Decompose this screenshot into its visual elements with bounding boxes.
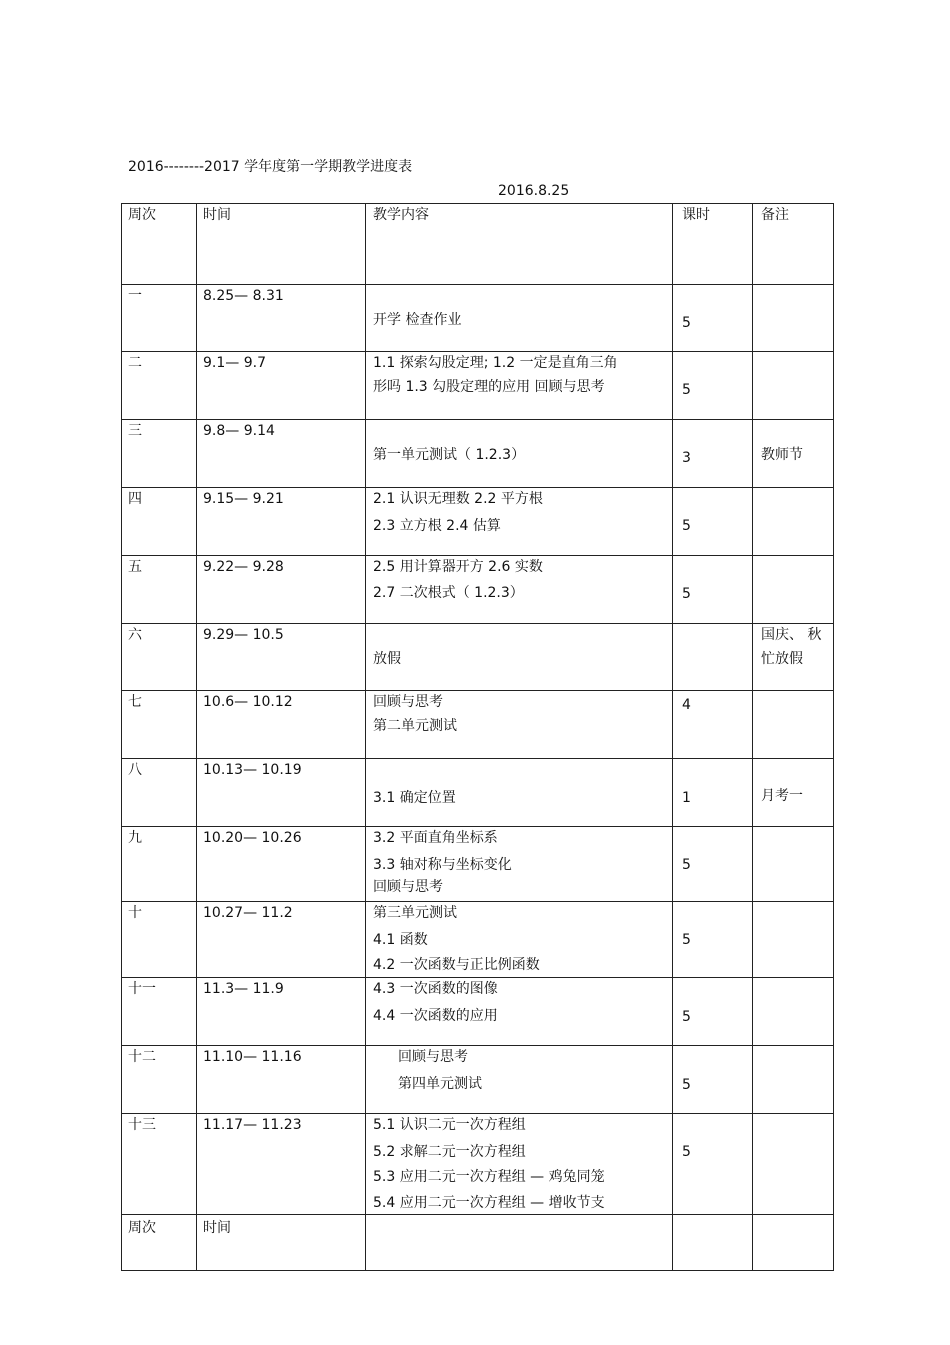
content-line: 5.2 求解二元一次方程组	[373, 1144, 526, 1160]
table-footer-row	[122, 1215, 834, 1271]
time-range: 10.20— 10.26	[203, 830, 302, 846]
hours-value: 5	[682, 315, 691, 331]
week-cell	[122, 285, 197, 352]
content-cell	[366, 488, 673, 556]
hours-cell	[673, 352, 753, 420]
content-line: 回顾与思考	[398, 1049, 468, 1065]
time-range: 9.8— 9.14	[203, 423, 275, 439]
week-cell	[122, 759, 197, 827]
week-cell	[122, 420, 197, 488]
content-line: 放假	[373, 651, 401, 667]
time-range: 11.17— 11.23	[203, 1117, 302, 1133]
time-range: 10.6— 10.12	[203, 694, 293, 710]
content-cell	[366, 978, 673, 1046]
table-row	[122, 1046, 834, 1114]
hours-value: 5	[682, 1144, 691, 1160]
footer-content-cell	[366, 1215, 673, 1271]
content-cell	[366, 1114, 673, 1215]
content-line: 第四单元测试	[398, 1076, 482, 1092]
schedule-table	[121, 203, 834, 1271]
content-cell	[366, 285, 673, 352]
table-row	[122, 624, 834, 691]
time-cell	[197, 556, 366, 624]
week-label: 十三	[128, 1117, 156, 1133]
content-line: 2.5 用计算器开方 2.6 实数	[373, 559, 543, 575]
note-line: 教师节	[761, 447, 803, 463]
content-line: 第三单元测试	[373, 905, 457, 921]
hours-cell	[673, 1046, 753, 1114]
table-row	[122, 285, 834, 352]
time-range: 11.3— 11.9	[203, 981, 284, 997]
hours-cell	[673, 420, 753, 488]
header-time-cell	[197, 204, 366, 285]
content-line: 4.1 函数	[373, 932, 428, 948]
content-line: 5.4 应用二元一次方程组 — 增收节支	[373, 1195, 605, 1211]
notes-cell	[753, 827, 834, 902]
note-line: 忙放假	[761, 651, 803, 667]
notes-cell	[753, 902, 834, 978]
hours-cell	[673, 902, 753, 978]
notes-cell	[753, 978, 834, 1046]
notes-cell	[753, 1046, 834, 1114]
time-cell	[197, 759, 366, 827]
time-cell	[197, 1114, 366, 1215]
table-header-row	[122, 204, 834, 285]
content-line: 形吗 1.3 勾股定理的应用 回顾与思考	[373, 379, 605, 395]
footer-notes-cell	[753, 1215, 834, 1271]
hours-value: 5	[682, 857, 691, 873]
content-line: 3.3 轴对称与坐标变化	[373, 857, 512, 873]
content-cell	[366, 624, 673, 691]
footer-time-cell	[197, 1215, 366, 1271]
week-label: 七	[128, 694, 142, 710]
content-line: 5.3 应用二元一次方程组 — 鸡兔同笼	[373, 1169, 605, 1185]
hours-cell	[673, 488, 753, 556]
week-label: 一	[128, 288, 142, 304]
header-time: 时间	[203, 207, 231, 223]
week-label: 三	[128, 423, 142, 439]
time-cell	[197, 488, 366, 556]
table-row	[122, 352, 834, 420]
week-cell	[122, 352, 197, 420]
hours-value: 5	[682, 586, 691, 602]
header-week-cell	[122, 204, 197, 285]
time-cell	[197, 352, 366, 420]
hours-value: 5	[682, 382, 691, 398]
hours-cell	[673, 285, 753, 352]
table-row	[122, 978, 834, 1046]
footer-hours-cell	[673, 1215, 753, 1271]
hours-cell	[673, 691, 753, 759]
content-line: 回顾与思考	[373, 694, 443, 710]
content-line: 1.1 探索勾股定理; 1.2 一定是直角三角	[373, 355, 618, 371]
week-label: 十二	[128, 1049, 156, 1065]
hours-cell	[673, 556, 753, 624]
notes-cell	[753, 624, 834, 691]
week-label: 八	[128, 762, 142, 778]
week-cell	[122, 1046, 197, 1114]
content-line: 3.2 平面直角坐标系	[373, 830, 498, 846]
note-line: 国庆、 秋	[761, 627, 822, 643]
week-label: 六	[128, 627, 142, 643]
hours-cell	[673, 978, 753, 1046]
time-cell	[197, 902, 366, 978]
week-cell	[122, 902, 197, 978]
header-content-cell	[366, 204, 673, 285]
week-label: 四	[128, 491, 142, 507]
content-cell	[366, 902, 673, 978]
hours-value: 3	[682, 450, 691, 466]
content-line: 第二单元测试	[373, 718, 457, 734]
time-range: 8.25— 8.31	[203, 288, 284, 304]
content-cell	[366, 691, 673, 759]
document-date: 2016.8.25	[498, 183, 570, 199]
notes-cell	[753, 488, 834, 556]
hours-cell	[673, 1114, 753, 1215]
content-line: 回顾与思考	[373, 879, 443, 895]
header-hours-cell	[673, 204, 753, 285]
content-cell	[366, 1046, 673, 1114]
notes-cell	[753, 285, 834, 352]
notes-cell	[753, 759, 834, 827]
table-row	[122, 827, 834, 902]
notes-cell	[753, 691, 834, 759]
week-cell	[122, 556, 197, 624]
hours-value: 5	[682, 1009, 691, 1025]
table-row	[122, 691, 834, 759]
week-cell	[122, 1114, 197, 1215]
week-cell	[122, 691, 197, 759]
time-range: 11.10— 11.16	[203, 1049, 302, 1065]
week-label: 九	[128, 830, 142, 846]
hours-cell	[673, 624, 753, 691]
hours-value: 1	[682, 790, 691, 806]
content-cell	[366, 827, 673, 902]
table-row	[122, 420, 834, 488]
header-hours: 课时	[682, 207, 710, 223]
content-line: 5.1 认识二元一次方程组	[373, 1117, 526, 1133]
content-line: 4.2 一次函数与正比例函数	[373, 957, 540, 973]
notes-cell	[753, 352, 834, 420]
hours-value: 5	[682, 932, 691, 948]
content-line: 4.4 一次函数的应用	[373, 1008, 498, 1024]
table-row	[122, 488, 834, 556]
notes-cell	[753, 556, 834, 624]
hours-value: 5	[682, 1077, 691, 1093]
time-range: 10.27— 11.2	[203, 905, 293, 921]
content-cell	[366, 352, 673, 420]
time-range: 10.13— 10.19	[203, 762, 302, 778]
week-label: 五	[128, 559, 142, 575]
header-notes-cell	[753, 204, 834, 285]
header-week: 周次	[128, 207, 156, 223]
content-line: 2.3 立方根 2.4 估算	[373, 518, 501, 534]
time-cell	[197, 285, 366, 352]
time-cell	[197, 1046, 366, 1114]
content-cell	[366, 556, 673, 624]
week-label: 十	[128, 905, 142, 921]
table-row	[122, 902, 834, 978]
content-line: 2.7 二次根式（ 1.2.3）	[373, 585, 524, 601]
hours-value: 5	[682, 518, 691, 534]
time-range: 9.1— 9.7	[203, 355, 266, 371]
page-title: 2016--------2017 学年度第一学期教学进度表	[128, 159, 413, 175]
footer-time: 时间	[203, 1220, 231, 1236]
hours-cell	[673, 827, 753, 902]
content-line: 3.1 确定位置	[373, 790, 456, 806]
footer-week: 周次	[128, 1220, 156, 1236]
time-range: 9.22— 9.28	[203, 559, 284, 575]
table-row	[122, 1114, 834, 1215]
table-row	[122, 759, 834, 827]
week-cell	[122, 827, 197, 902]
time-range: 9.29— 10.5	[203, 627, 284, 643]
notes-cell	[753, 1114, 834, 1215]
week-cell	[122, 488, 197, 556]
time-cell	[197, 624, 366, 691]
content-cell	[366, 759, 673, 827]
footer-week-cell	[122, 1215, 197, 1271]
hours-cell	[673, 759, 753, 827]
content-line: 4.3 一次函数的图像	[373, 981, 498, 997]
week-cell	[122, 978, 197, 1046]
content-cell	[366, 420, 673, 488]
time-cell	[197, 978, 366, 1046]
time-cell	[197, 827, 366, 902]
content-line: 开学 检查作业	[373, 312, 462, 328]
week-label: 二	[128, 355, 142, 371]
table-row	[122, 556, 834, 624]
time-cell	[197, 691, 366, 759]
notes-cell	[753, 420, 834, 488]
time-range: 9.15— 9.21	[203, 491, 284, 507]
content-line: 2.1 认识无理数 2.2 平方根	[373, 491, 543, 507]
hours-value: 4	[682, 697, 691, 713]
content-line: 第一单元测试（ 1.2.3）	[373, 447, 526, 463]
header-content: 教学内容	[373, 207, 429, 223]
note-line: 月考一	[761, 788, 803, 804]
time-cell	[197, 420, 366, 488]
week-label: 十一	[128, 981, 156, 997]
header-notes: 备注	[761, 207, 789, 223]
week-cell	[122, 624, 197, 691]
